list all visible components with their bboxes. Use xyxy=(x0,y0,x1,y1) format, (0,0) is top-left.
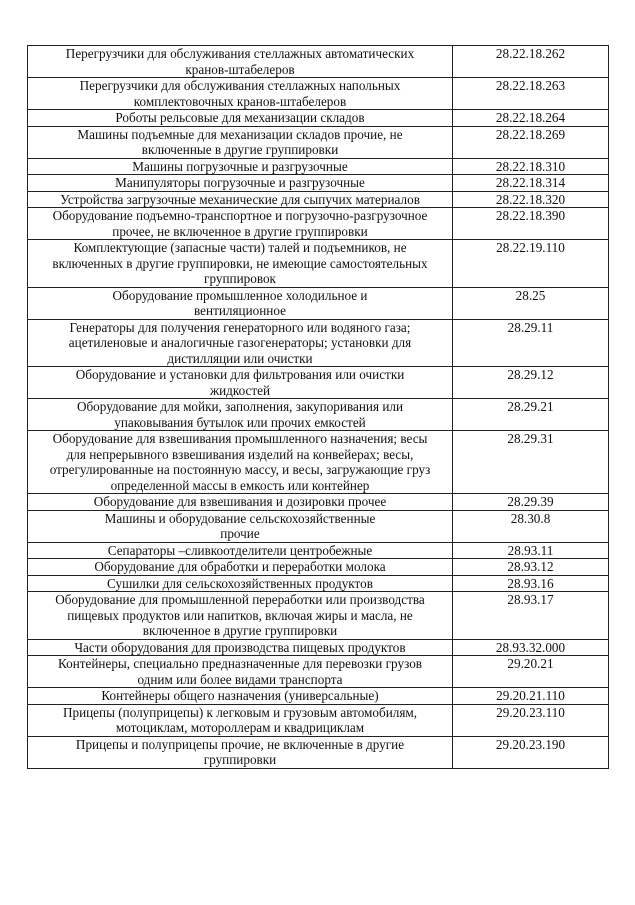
row-name: Прицепы и полуприцепы прочие, не включенные в другие группировки xyxy=(28,736,453,768)
row-code: 28.29.12 xyxy=(453,367,609,399)
table-row xyxy=(28,158,609,175)
table-row xyxy=(28,191,609,208)
table-row xyxy=(28,575,609,592)
row-name: Прицепы (полуприцепы) к легковым и грузовым автомобилям, мотоциклам, мотороллерам и квадрициклам xyxy=(28,704,453,736)
row-code: 28.29.21 xyxy=(453,399,609,431)
table-body xyxy=(28,46,609,769)
row-name: Машины погрузочные и разгрузочные xyxy=(28,158,453,175)
table-row xyxy=(28,559,609,576)
row-code: 29.20.23.190 xyxy=(453,736,609,768)
okpd-codes-table xyxy=(27,45,609,769)
row-code: 28.93.32.000 xyxy=(453,639,609,656)
row-name: Части оборудования для производства пищевых продуктов xyxy=(28,639,453,656)
row-name: Сушилки для сельскохозяйственных продуктов xyxy=(28,575,453,592)
row-name: Устройства загрузочные механические для сыпучих материалов xyxy=(28,191,453,208)
table-row xyxy=(28,656,609,688)
row-name: Сепараторы –сливкоотделители центробежные xyxy=(28,542,453,559)
row-code: 28.22.18.314 xyxy=(453,175,609,192)
table-row xyxy=(28,110,609,127)
row-code: 28.22.18.264 xyxy=(453,110,609,127)
row-name: Роботы рельсовые для механизации складов xyxy=(28,110,453,127)
table-row xyxy=(28,592,609,640)
row-code: 28.22.18.320 xyxy=(453,191,609,208)
row-name: Оборудование подъемно-транспортное и погрузочно-разгрузочное прочее, не включенное в другие группировки xyxy=(28,208,453,240)
table-row xyxy=(28,367,609,399)
row-name: Оборудование для мойки, заполнения, закупоривания или упаковывания бутылок или прочих емкостей xyxy=(28,399,453,431)
table-row xyxy=(28,319,609,367)
table-row xyxy=(28,46,609,78)
table-row xyxy=(28,639,609,656)
table-row xyxy=(28,78,609,110)
row-name: Машины подъемные для механизации складов прочие, не включенные в другие группировки xyxy=(28,126,453,158)
row-code: 28.93.11 xyxy=(453,542,609,559)
row-code: 29.20.21 xyxy=(453,656,609,688)
row-name: Генераторы для получения генераторного или водяного газа; ацетиленовые и аналогичные газогенераторы; установки для дистилляции или очистки xyxy=(28,319,453,367)
row-name: Манипуляторы погрузочные и разгрузочные xyxy=(28,175,453,192)
table-row xyxy=(28,736,609,768)
row-name: Оборудование для взвешивания и дозировки прочее xyxy=(28,494,453,511)
row-code: 28.29.31 xyxy=(453,431,609,494)
table-row xyxy=(28,431,609,494)
row-code: 28.25 xyxy=(453,287,609,319)
row-name: Перегрузчики для обслуживания стеллажных напольных комплектовочных кранов-штабелеров xyxy=(28,78,453,110)
table-row xyxy=(28,175,609,192)
row-code: 28.30.8 xyxy=(453,510,609,542)
table-row xyxy=(28,240,609,288)
row-code: 28.93.12 xyxy=(453,559,609,576)
row-name: Контейнеры, специально предназначенные для перевозки грузов одним или более видами транспорта xyxy=(28,656,453,688)
row-code: 29.20.21.110 xyxy=(453,688,609,705)
table-row xyxy=(28,494,609,511)
row-name: Оборудование и установки для фильтрования или очистки жидкостей xyxy=(28,367,453,399)
table-row xyxy=(28,542,609,559)
table-row xyxy=(28,510,609,542)
table-row xyxy=(28,704,609,736)
table-row xyxy=(28,126,609,158)
row-code: 29.20.23.110 xyxy=(453,704,609,736)
row-code: 28.22.18.310 xyxy=(453,158,609,175)
table-row xyxy=(28,287,609,319)
row-name: Оборудование промышленное холодильное и вентиляционное xyxy=(28,287,453,319)
row-code: 28.29.39 xyxy=(453,494,609,511)
row-name: Оборудование для взвешивания промышленного назначения; весы для непрерывного взвешивания изделий на конвейерах; весы, отрегулированные на постоянную массу, и весы, загружающие груз определенной массы в емкость или контейнер xyxy=(28,431,453,494)
row-name: Контейнеры общего назначения (универсальные) xyxy=(28,688,453,705)
row-code: 28.22.18.262 xyxy=(453,46,609,78)
row-name: Оборудование для обработки и переработки молока xyxy=(28,559,453,576)
row-code: 28.22.18.263 xyxy=(453,78,609,110)
table-row xyxy=(28,399,609,431)
row-code: 28.93.16 xyxy=(453,575,609,592)
table-row xyxy=(28,688,609,705)
row-code: 28.93.17 xyxy=(453,592,609,640)
row-name: Машины и оборудование сельскохозяйственные прочие xyxy=(28,510,453,542)
row-code: 28.22.19.110 xyxy=(453,240,609,288)
row-code: 28.22.18.269 xyxy=(453,126,609,158)
table-row xyxy=(28,208,609,240)
row-name: Комплектующие (запасные части) талей и подъемников, не включенных в другие группировки, не имеющие самостоятельных группировок xyxy=(28,240,453,288)
row-name: Оборудование для промышленной переработки или производства пищевых продуктов или напитков, включая жиры и масла, не включенное в другие группировки xyxy=(28,592,453,640)
row-code: 28.22.18.390 xyxy=(453,208,609,240)
row-name: Перегрузчики для обслуживания стеллажных автоматических кранов-штабелеров xyxy=(28,46,453,78)
row-code: 28.29.11 xyxy=(453,319,609,367)
